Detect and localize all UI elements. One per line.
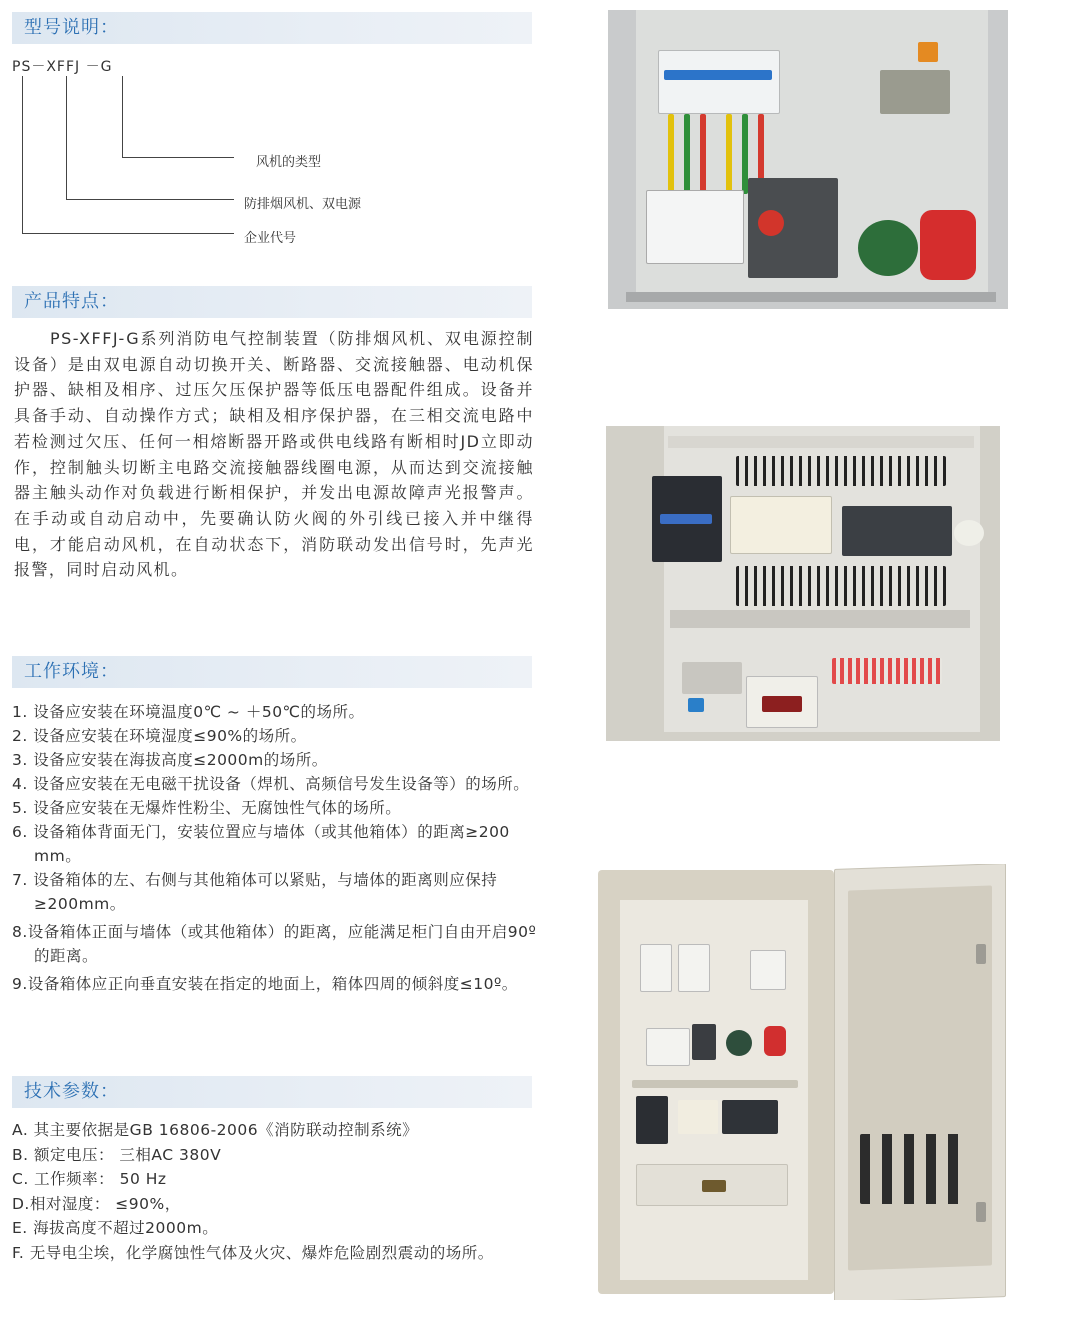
list-item: F. 无导电尘埃，化学腐蚀性气体及火灾、爆炸危险剧烈震动的场所。 bbox=[12, 1243, 494, 1262]
list-item: 6. 设备箱体背面无门，安装位置应与墙体（或其他箱体）的距离≥200 mm。 bbox=[12, 823, 510, 865]
section-header-features bbox=[12, 286, 532, 318]
tree-label-fan-type: 风机的类型 bbox=[256, 155, 322, 170]
environment-list bbox=[12, 700, 537, 996]
section-header-model bbox=[12, 12, 532, 44]
list-item: 4. 设备应安装在无电磁干扰设备（焊机、高频信号发生设备等）的场所。 bbox=[12, 775, 530, 793]
tree-line bbox=[22, 76, 23, 234]
tree-line bbox=[66, 76, 67, 200]
features-paragraph: PS-XFFJ-G系列消防电气控制装置（防排烟风机、双电源控制设备）是由双电源自动切换开关、断路器、交流接触器、电动机保护器、缺相及相序、过压欠压保护器等低压电器配件组成。设备并具备手动、自动操作方式；缺相及相序保护器，在三相交流电路中若检测过欠压、任何一相熔断器开路或供电线路有断相时JD立即动作，控制触头切断主电路交流接触器线圈电源，从而达到交流接触器主触头动作对负载进行断相保护，并发出电源故障声光报警声。在手动或自动启动中，先要确认防火阀的外引线已接入并中继得电，才能启动风机，在自动状态下，消防联动发出信号时，先声光报警，同时启动风机。 bbox=[14, 329, 534, 580]
tree-label-company-code: 企业代号 bbox=[244, 231, 297, 246]
list-item: 5. 设备应安装在无爆炸性粉尘、无腐蚀性气体的场所。 bbox=[12, 799, 402, 817]
list-item: B. 额定电压： 三相AC 380V bbox=[12, 1145, 222, 1164]
list-item: 1. 设备应安装在环境温度0℃ ~ ＋50℃的场所。 bbox=[12, 703, 365, 721]
list-item: C. 工作频率： 50 Hz bbox=[12, 1170, 167, 1188]
photo-control-panel-middle bbox=[606, 426, 1000, 741]
section-title: 技术参数： bbox=[24, 1081, 119, 1102]
list-item: A. 其主要依据是GB 16806-2006《消防联动控制系统》 bbox=[12, 1121, 419, 1139]
tree-line bbox=[122, 157, 234, 158]
list-item: 3. 设备应安装在海拔高度≤2000m的场所。 bbox=[12, 751, 328, 769]
list-item: 2. 设备应安装在环境湿度≤90%的场所。 bbox=[12, 727, 307, 745]
list-item: E. 海拔高度不超过2000m。 bbox=[12, 1219, 219, 1237]
section-title: 型号说明： bbox=[24, 17, 119, 38]
tree-line bbox=[66, 199, 234, 200]
list-item: 9.设备箱体应正向垂直安装在指定的地面上，箱体四周的倾斜度≤10º。 bbox=[12, 975, 518, 993]
tech-list bbox=[12, 1118, 537, 1265]
photo-cabinet-open bbox=[598, 864, 1008, 1300]
list-item: 8.设备箱体正面与墙体（或其他箱体）的距离，应能满足柜门自由开启90º的距离。 bbox=[12, 923, 537, 965]
model-code: PS－XFFJ －G bbox=[12, 59, 113, 75]
section-title: 产品特点： bbox=[24, 291, 119, 312]
section-header-environment bbox=[12, 656, 532, 688]
photo-control-panel-top bbox=[608, 10, 1008, 309]
tree-label-dual-power: 防排烟风机、双电源 bbox=[244, 197, 362, 212]
list-item: 7. 设备箱体的左、右侧与其他箱体可以紧贴，与墙体的距离则应保持≥200mm。 bbox=[12, 871, 498, 913]
tree-line bbox=[22, 233, 234, 234]
list-item: D.相对湿度： ≤90%， bbox=[12, 1194, 181, 1213]
section-header-tech bbox=[12, 1076, 532, 1108]
section-title: 工作环境： bbox=[24, 661, 119, 682]
tree-line bbox=[122, 76, 123, 158]
